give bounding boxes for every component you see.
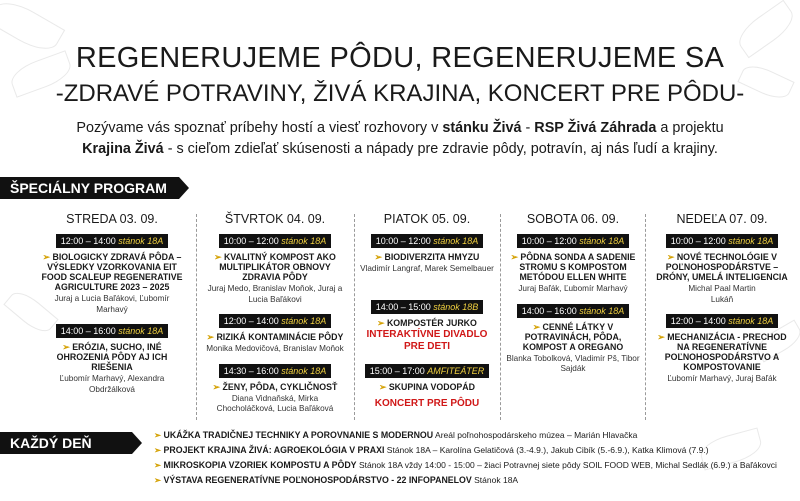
column-divider	[354, 214, 355, 420]
time-slot-badge: 14:00 – 16:00 stánok 18A	[56, 324, 169, 338]
event-highlight: INTERAKTÍVNE DIVADLO PRE DETI	[366, 328, 488, 352]
event-speakers: Monika Medovičová, Branislav Moňok	[206, 344, 344, 353]
arrow-icon: ➢	[532, 321, 541, 332]
event-speakers: Ľubomír Marhavý, Juraj Baľák	[667, 374, 777, 383]
day-heading: ŠTVRTOK 04. 09.	[224, 212, 326, 226]
event-speakers: Juraj a Lucia Baľákovi, Ľubomír Marhavý	[54, 294, 170, 314]
event-speakers: Michal Paal Martin Lukáň	[688, 284, 756, 304]
special-program-label: ŠPECIÁLNY PROGRAM	[0, 177, 179, 199]
column-divider	[645, 214, 646, 420]
event-title: ➢ SKUPINA VODOPÁD	[378, 381, 475, 392]
event-title: ➢ PÔDNA SONDA A SADENIE STROMU S KOMPOSTOM METÓDOU ELLEN WHITE	[510, 252, 636, 282]
arrow-icon: ➢	[154, 460, 162, 470]
arrow-icon: ➢	[42, 252, 51, 262]
daily-item: ➢ MIKROSKOPIA VZORIEK KOMPOSTU A PÔDY Stánok 18A vždy 14:00 - 15:00 – žiaci Potravnej siete pôdy SOIL FOOD WEB, Michal Sedlák (6.9.) a Baľákovci	[154, 460, 777, 470]
time-slot-badge: 10:00 – 12:00 stánok 18A	[666, 234, 779, 248]
daily-item: ➢ VÝSTAVA REGENERATÍVNE POĽNOHOSPODÁRSTVO - 22 INFOPANELOV Stánok 18A	[154, 475, 519, 485]
arrow-icon: ➢	[206, 332, 214, 342]
intro-text: Pozývame vás spoznať príbehy hostí a viesť rozhovory v stánku Živá - RSP Živá Záhrada a projektu Krajina Živá - s cieľom zdieľať skúsenosti a nápady pre zdravie pôdy, potravín, aj nás ľudí a krajiny.	[76, 120, 724, 157]
arrow-icon: ➢	[374, 252, 383, 262]
time-slot-badge: 14:00 – 15:00 stánok 18B	[371, 300, 484, 314]
time-slot-badge: 10:00 – 12:00 stánok 18A	[517, 234, 630, 248]
time-slot-badge: 14:00 – 16:00 stánok 18A	[517, 304, 630, 318]
event-speakers: Ľubomír Marhavý, Alexandra Obdržálková	[59, 374, 165, 394]
event-speakers: Blanka Tobolková, Vladimír Pš, Tibor Sajdák	[506, 353, 640, 373]
day-column-saturday	[504, 212, 642, 381]
daily-item: ➢ PROJEKT KRAJINA ŽIVÁ: AGROEKOLÓGIA V PRAXI Stánok 18A – Karolína Gelatičová (3.-4.9.), Jakub Cibík (5.-6.9.), Katka Klimová (7.9.)	[154, 445, 709, 455]
page-title: REGENERUJEME PÔDU, REGENERUJEME SA	[75, 42, 725, 74]
event-speakers: Diana Vidnaňská, Mirka Chocholáčková, Lucia Baľáková	[216, 393, 334, 413]
day-heading: PIATOK 05. 09.	[383, 212, 471, 226]
time-slot-badge: 10:00 – 12:00 stánok 18A	[371, 234, 484, 248]
arrow-icon: ➢	[666, 252, 675, 262]
event-highlight: KONCERT PRE PÔDU	[374, 397, 480, 409]
time-slot-badge: 14:30 – 16:00 stánok 18A	[219, 364, 332, 378]
column-divider	[500, 214, 501, 420]
arrow-icon: ➢	[214, 252, 222, 262]
time-slot-badge: 12:00 – 14:00 stánok 18A	[666, 314, 779, 328]
page-subtitle: -ZDRAVÉ POTRAVINY, ŽIVÁ KRAJINA, KONCERT PRE PÔDU-	[55, 80, 745, 107]
event-title: ➢ CENNÉ LÁTKY V POTRAVINÁCH, PÔDA, KOMPOST A OREGANO	[522, 321, 624, 352]
day-heading: SOBOTA 06. 09.	[526, 212, 620, 226]
daily-item: ➢ UKÁŽKA TRADIČNEJ TECHNIKY A POROVNANIE S MODERNOU Areál poľnohospodárskeho múzea – Marián Hlavačka	[154, 430, 638, 440]
event-title: ➢ ŽENY, PÔDA, CYKLIČNOSŤ	[212, 381, 338, 392]
arrow-icon: ➢	[657, 332, 665, 342]
event-title: ➢ RIZIKÁ KONTAMINÁCIE PÔDY	[206, 332, 344, 342]
event-title: ➢ MECHANIZÁCIA - PRECHOD NA REGENERATÍVNE POĽNOHOSPODÁRSTVO A KOMPOSTOVANIE	[657, 332, 787, 372]
event-speakers: Juraj Baľák, Ľubomír Marhavý	[518, 284, 628, 293]
day-column-thursday	[202, 212, 348, 421]
day-column-sunday	[649, 212, 795, 391]
day-column-wednesday	[36, 212, 188, 401]
time-slot-badge: 12:00 – 14:00 stánok 18A	[219, 314, 332, 328]
arrow-icon: ➢	[154, 430, 162, 440]
arrow-icon: ➢	[212, 381, 221, 392]
arrow-icon: ➢	[377, 317, 385, 328]
time-slot-badge: 10:00 – 12:00 stánok 18A	[219, 234, 332, 248]
time-slot-badge: 15:00 – 17:00 AMFITEÁTER	[365, 364, 490, 378]
arrow-icon: ➢	[154, 445, 162, 455]
arrow-icon: ➢	[378, 381, 387, 392]
daily-program-list	[154, 428, 794, 488]
event-title: ➢ NOVÉ TECHNOLÓGIE V POĽNOHOSPODÁRSTVE – DRÓNY, UMELÁ INTELIGENCIA	[656, 252, 788, 282]
event-title: ➢ KVALITNÝ KOMPOST AKO MULTIPLIKÁTOR OBNOVY ZDRAVIA PÔDY	[214, 252, 336, 282]
event-title: ➢ ERÓZIA, SUCHO, INÉ OHROZENIA PÔDY AJ ICH RIEŠENIA	[56, 342, 168, 372]
column-divider	[196, 214, 197, 420]
event-title: ➢ BIOLOGICKY ZDRAVÁ PÔDA – VÝSLEDKY VZORKOVANIA EIT FOOD SCALEUP REGENERATIVE AGRICULTURE 2023 – 2025	[41, 252, 183, 292]
daily-program-label: KAŽDÝ DEŇ	[0, 432, 132, 454]
event-title: ➢ BIODIVERZITA HMYZU	[374, 252, 480, 262]
event-title: ➢ KOMPOSTÉR JURKO	[377, 317, 477, 328]
arrow-icon: ➢	[510, 252, 518, 262]
day-column-friday	[358, 212, 496, 410]
arrow-icon: ➢	[62, 342, 70, 352]
event-speakers: Juraj Medo, Branislav Moňok, Juraj a Lucia Baľákovi	[207, 284, 343, 304]
event-speakers: Vladimír Langraf, Marek Semelbauer	[360, 264, 494, 273]
time-slot-badge: 12:00 – 14:00 stánok 18A	[56, 234, 169, 248]
arrow-icon: ➢	[154, 475, 162, 485]
day-heading: NEDEĽA 07. 09.	[676, 212, 768, 226]
day-heading: STREDA 03. 09.	[66, 212, 158, 226]
